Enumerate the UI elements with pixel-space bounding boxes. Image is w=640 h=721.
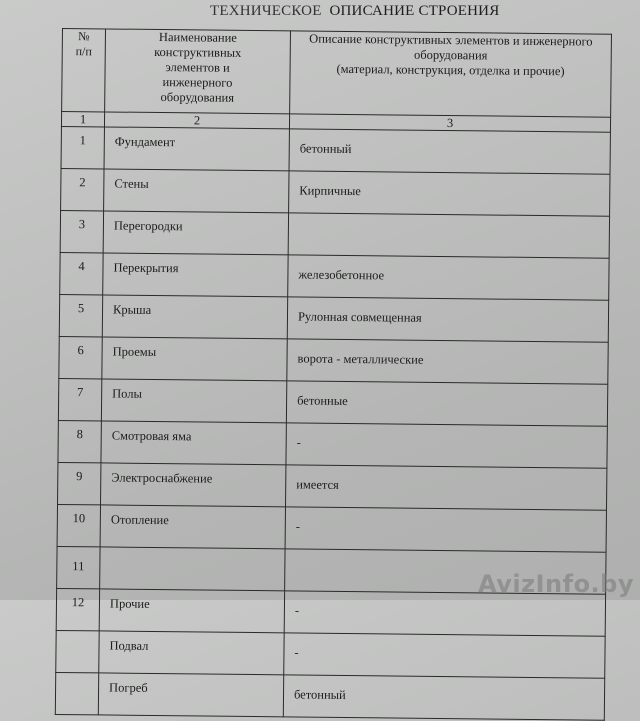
row-desc: Кирпичные	[289, 171, 610, 216]
row-num: 8	[58, 420, 101, 462]
table-row	[57, 504, 606, 552]
header-name-line: элементов и	[165, 60, 230, 75]
row-desc: -	[284, 591, 605, 636]
column-index-1: 1	[61, 112, 104, 127]
document-title	[210, 3, 540, 20]
table-header-row	[62, 29, 612, 118]
row-name: Электроснабжение	[101, 463, 286, 507]
header-name-line: конструктивных	[154, 44, 242, 60]
row-num: 10	[57, 504, 100, 546]
row-name: Смотровая яма	[101, 421, 286, 465]
table-row	[60, 252, 609, 300]
row-num: 2	[61, 168, 104, 210]
row-num: 1	[61, 126, 104, 168]
row-desc: -	[286, 423, 607, 468]
title-rest: ОПИСАНИЕ СТРОЕНИЯ	[329, 3, 500, 19]
row-num: 4	[60, 252, 103, 294]
row-name: Перекрытия	[103, 253, 288, 297]
row-desc: бетонные	[286, 381, 607, 426]
row-num	[56, 630, 99, 672]
table-row	[59, 294, 608, 342]
row-desc: -	[285, 507, 606, 552]
header-name	[105, 29, 291, 114]
table-row	[58, 378, 607, 426]
row-num	[55, 672, 98, 714]
technical-description-table	[55, 28, 612, 721]
row-name: Проемы	[102, 337, 287, 381]
row-desc: Рулонная совмещенная	[287, 297, 608, 342]
row-name: Прочие	[99, 589, 284, 633]
table-row	[55, 672, 604, 720]
table-row	[58, 420, 607, 468]
row-num: 7	[58, 378, 101, 420]
row-name: Крыша	[102, 295, 287, 339]
header-name-line: Наименование	[158, 30, 237, 45]
header-name-line: оборудования	[160, 90, 235, 105]
header-desc-line: Описание конструктивных элементов и инженерного	[309, 31, 593, 49]
row-name: Погреб	[98, 673, 283, 717]
row-name: Стены	[104, 169, 289, 213]
table-row	[61, 126, 610, 174]
row-num: 6	[59, 336, 102, 378]
row-name: Полы	[101, 379, 286, 423]
row-name: Перегородки	[103, 211, 288, 255]
header-desc-line: (материал, конструкция, отделка и прочие)	[336, 61, 565, 79]
header-num-pp: п/п	[75, 44, 92, 59]
table-row	[56, 630, 605, 678]
row-desc: имеется	[285, 465, 606, 510]
header-num-symbol: №	[78, 29, 90, 44]
row-desc: -	[284, 633, 605, 678]
row-desc: ворота - металлические	[287, 339, 608, 384]
header-num	[62, 29, 106, 112]
row-num: 3	[60, 210, 103, 252]
row-num: 5	[59, 294, 102, 336]
row-num: 11	[57, 546, 100, 588]
table-row	[60, 210, 609, 258]
watermark: AvizInfo.by	[478, 570, 634, 598]
row-desc	[288, 213, 609, 258]
header-desc-line: оборудования	[413, 47, 488, 63]
table-row	[61, 168, 610, 216]
row-desc: железобетонное	[288, 255, 609, 300]
row-num: 12	[56, 588, 99, 630]
row-name: Отопление	[100, 505, 285, 549]
row-desc: бетонный	[283, 675, 604, 720]
row-desc: бетонный	[289, 129, 610, 174]
column-index-2: 2	[104, 112, 289, 129]
row-name	[100, 547, 285, 591]
table-row	[58, 462, 607, 510]
row-num: 9	[58, 462, 101, 504]
row-name: Подвал	[99, 631, 284, 675]
column-index-3: 3	[289, 114, 610, 132]
header-name-line: инженерного	[162, 75, 233, 90]
row-name: Фундамент	[104, 127, 289, 171]
header-desc	[290, 31, 612, 117]
table-row	[59, 336, 608, 384]
title-partial: ТЕХНИЧЕСКОЕ	[210, 3, 322, 19]
